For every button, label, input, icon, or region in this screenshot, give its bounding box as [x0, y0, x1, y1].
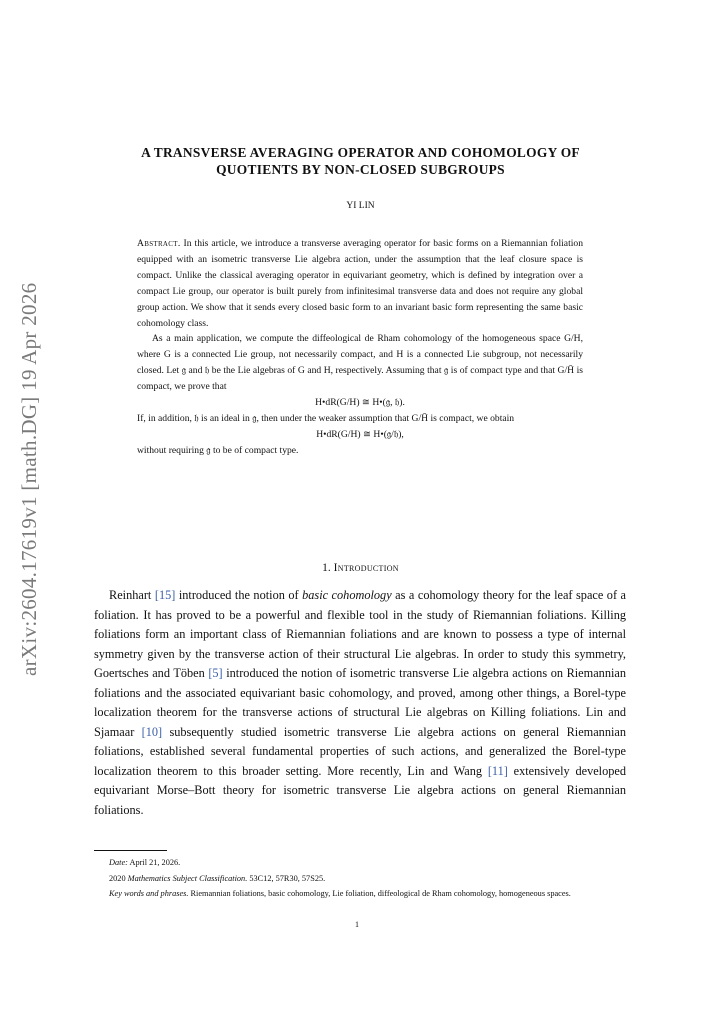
intro-text: as a cohomology theory for the leaf space of a foliation. It has proved to be a powerful and flexible tool in the study of Riemannian foliations. Killing foliations form an important class of Riemannian foliations and are known to possess a type of internal symmetry given by the transverse action of their structural Lie algebras. In order to study this symmetry, Goertsches and Töben [94, 588, 627, 680]
intro-text: introduced the notion of isometric transverse Lie algebra actions on Riemannian foliations and the associated equivariant basic cohomology, and proved, among other things, a Borel-type localization theorem for the transverse actions of structural Lie algebras on Killing foliations. Lin and Sjamaar [94, 666, 626, 739]
footnotes [94, 855, 626, 902]
formula-1: H•dR(G/H) ≅ H•(𝔤, 𝔥). [315, 397, 405, 409]
introduction-paragraph [94, 586, 626, 820]
title-line-2: QUOTIENTS BY NON-CLOSED SUBGROUPS [216, 162, 505, 177]
footnote-keywords [94, 886, 626, 902]
abstract [137, 236, 583, 459]
footnote-divider [94, 850, 167, 851]
paper-title [95, 144, 626, 178]
intro-text: subsequently studied isometric transverse Lie algebra actions on general Riemannian foliations, established several fundamental properties of such actions, and generalized the Borel-type localization theorem to this broader setting. More recently, Lin and Wang [94, 724, 626, 778]
citation-link[interactable]: [11] [487, 763, 508, 778]
footnote-msc [94, 871, 626, 887]
footnote-label: Key words and phrases. [109, 889, 189, 898]
abstract-heading: Abstract. [137, 238, 181, 249]
arxiv-identifier-stamp: arXiv:2604.17619v1 [math.DG] 19 Apr 2026 [17, 282, 41, 677]
footnote-label: Mathematics Subject Classification. [127, 873, 248, 883]
footnote-value: Riemannian foliations, basic cohomology, Lie foliation, diffeological de Rham cohomology, homogeneous spaces. [188, 889, 571, 898]
footnote-label: Date: [109, 858, 128, 867]
citation-link[interactable]: [10] [141, 724, 163, 739]
footnote-value: 53C12, 57R30, 57S25. [247, 873, 326, 883]
section-title: Introduction [333, 562, 399, 574]
intro-text: Reinhart [109, 588, 155, 602]
section-number: 1. [322, 562, 331, 574]
abstract-paragraph-3: If, in addition, 𝔥 is an ideal in 𝔤, then under the weaker assumption that G/H̄ is compact, we obtain [137, 412, 515, 424]
formula-2: H•dR(G/H) ≅ H•(𝔤/𝔥), [316, 428, 404, 440]
citation-link[interactable]: [5] [208, 666, 223, 680]
page-number: 1 [355, 920, 359, 929]
citation-link[interactable]: [15] [154, 588, 176, 602]
footnote-date [94, 855, 626, 871]
abstract-paragraph-4: without requiring 𝔤 to be of compact type. [137, 444, 299, 456]
abstract-paragraph-2: As a main application, we compute the diffeological de Rham cohomology of the homogeneous space G/H, where G is a connected Lie group, not necessarily compact, and H is a connected Lie subgroup, not necessarily closed. Let 𝔤 and 𝔥 be the Lie algebras of G and H, respectively. Assuming that 𝔤 is of compact type and that G/H̄ is compact, we prove that [137, 333, 583, 393]
emphasized-term: basic cohomology [302, 588, 392, 602]
abstract-paragraph-1 [137, 236, 583, 331]
section-heading [95, 562, 626, 574]
title-line-1: A TRANSVERSE AVERAGING OPERATOR AND COHOMOLOGY OF [141, 145, 580, 160]
intro-text: extensively developed equivariant Morse–Bott theory for isometric transverse Lie algebra actions on general Riemannian foliations. [94, 763, 626, 817]
abstract-text-1: In this article, we introduce a transverse averaging operator for basic forms on a Riemannian foliation equipped with an isometric transverse Lie algebra action, under the assumption that the leaf closure space is compact. Unlike the classical averaging operator in equivariant geometry, which is defined by integration over a compact Lie group, our operator is built purely from infinitesimal transverse data and does not require any global group action. We show that it sends every closed basic form to an invariant basic form representing the same basic cohomology class. [137, 238, 583, 329]
footnote-value: 2020 [109, 873, 128, 883]
author-name: YI LIN [346, 201, 375, 211]
intro-text: introduced the notion of [175, 588, 303, 602]
footnote-value: April 21, 2026. [127, 858, 181, 867]
